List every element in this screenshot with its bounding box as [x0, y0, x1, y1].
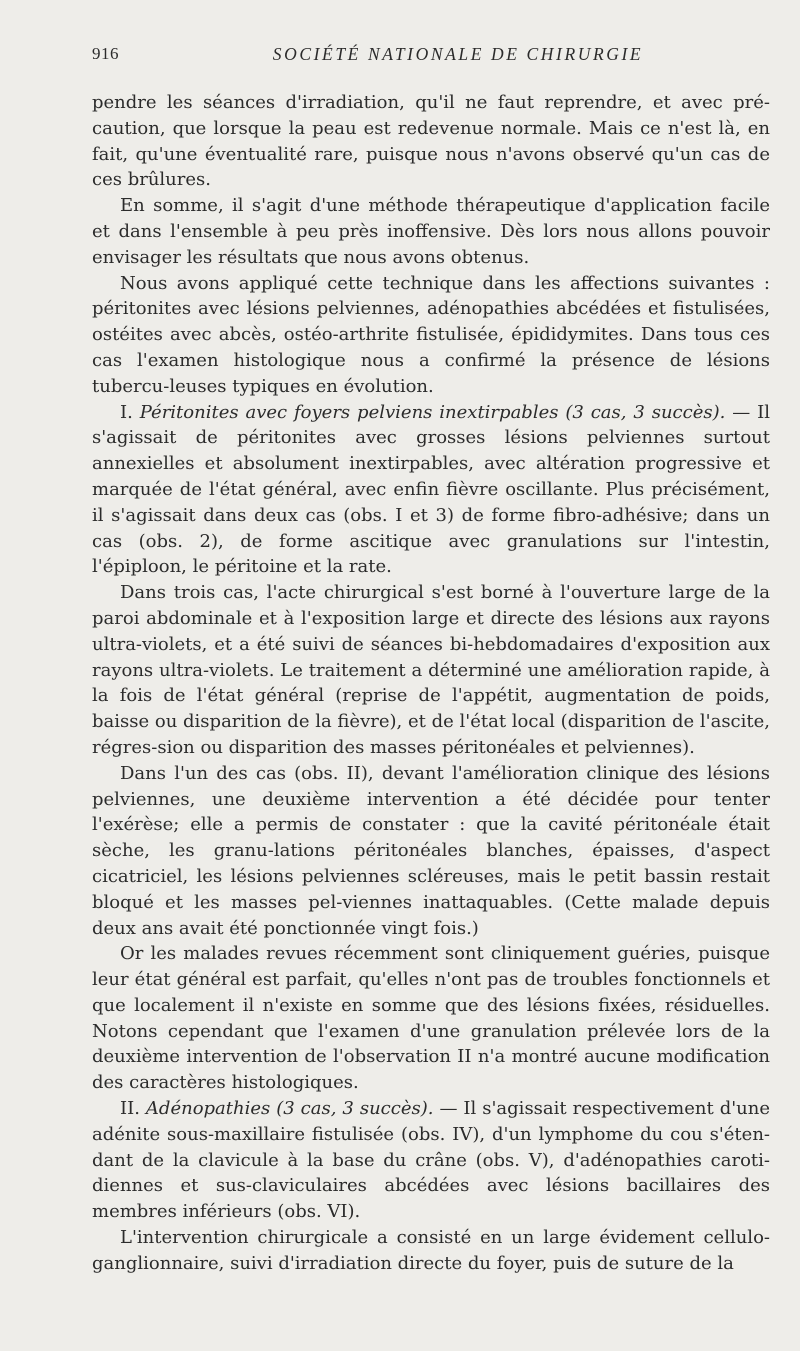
paragraph-9: L'intervention chirurgicale a consisté en un large évidement cellulo-ganglionnaire, suivi d'irradiation directe du foyer, puis de suture de la	[92, 1227, 770, 1274]
section-number: II.	[120, 1098, 146, 1120]
section-text: — Il s'agissait respectivement d'une adénite sous-maxillaire fistulisée (obs. IV), d'un lymphome du cou s'éten-dant de la clavicule à la base du crâne (obs. V), d'adénopathies caroti-diennes et sus-claviculaires abcédées avec lésions bacillaires des membres inférieurs (obs. VI).	[92, 1098, 770, 1223]
running-title: SOCIÉTÉ NATIONALE DE CHIRURGIE	[272, 44, 644, 64]
paragraph-7: Or les malades revues récemment sont cliniquement guéries, puisque leur état général est parfait, qu'elles n'ont pas de troubles fonctionnels et que localement il n'existe en somme que des lésions fixées, résiduelles. Notons cependant que l'examen d'une granulation prélevée lors de la deuxième intervention de l'observation II n'a montré aucune modification des caractères histologiques.	[92, 943, 770, 1094]
section-text: — Il s'agissait de péritonites avec grosses lésions pelviennes surtout annexielles et absolument inextirpables, avec altération progressive et marquée de l'état général, avec enfin fièvre oscillante. Plus précisément, il s'agissait dans deux cas (obs. I et 3) de forme fibro-adhésive; dans un cas (obs. 2), de forme ascitique avec granulations sur l'intestin, l'épiploon, le péritoine et la rate.	[92, 401, 771, 578]
paragraph-2: En somme, il s'agit d'une méthode thérapeutique d'application facile et dans l'ensemble à peu près inoffensive. Dès lors nous allons pouvoir envisager les résultats que nous avons obtenus.	[92, 195, 770, 268]
paragraph-3: Nous avons appliqué cette technique dans les affections suivantes : péritonites avec lésions pelviennes, adénopathies abcédées et fistulisées, ostéites avec abcès, ostéo-arthrite fistulisée, épididymites. Dans tous ces cas l'examen histologique nous a confirmé la présence de lésions tubercu-leuses typiques en évolution.	[92, 272, 770, 397]
section-adenopathies	[92, 1096, 770, 1225]
section-title-peritonites: Péritonites avec foyers pelviens inextirpables (3 cas, 3 succès).	[139, 401, 726, 423]
body-text	[92, 90, 770, 1277]
paragraph-5: Dans trois cas, l'acte chirurgical s'est borné à l'ouverture large de la paroi abdominale et à l'exposition large et directe des lésions aux rayons ultra-violets, et a été suivi de séances bi-hebdomadaires d'exposition aux rayons ultra-violets. Le traitement a déterminé une amélioration rapide, à la fois de l'état général (reprise de l'appétit, augmentation de poids, baisse ou disparition de la fièvre), et de l'état local (disparition de l'ascite, régres-sion ou disparition des masses péritonéales et pelviennes).	[92, 582, 770, 758]
page-number: 916	[92, 44, 119, 63]
paragraph-6: Dans l'un des cas (obs. II), devant l'amélioration clinique des lésions pelviennes, une deuxième intervention a été décidée pour tenter l'exérèse; elle a permis de constater : que la cavité péritonéale était sèche, les granu-lations péritonéales blanches, épaisses, d'aspect cicatriciel, les lésions pelviennes scléreuses, mais le petit bassin restait bloqué et les masses pel-viennes inattaquables. (Cette malade depuis deux ans avait été ponctionnée vingt fois.)	[92, 762, 770, 939]
paragraph-1: pendre les séances d'irradiation, qu'il ne faut reprendre, et avec pré-caution, que lorsque la peau est redevenue normale. Mais ce n'est là, en fait, qu'une éventualité rare, puisque nous n'avons observé qu'un cas de ces brûlures.	[92, 92, 770, 191]
page-header	[92, 44, 784, 70]
section-number: I.	[120, 401, 140, 423]
section-title-adenopathies: Adénopathies (3 cas, 3 succès).	[145, 1098, 434, 1120]
section-peritonites	[92, 400, 770, 581]
